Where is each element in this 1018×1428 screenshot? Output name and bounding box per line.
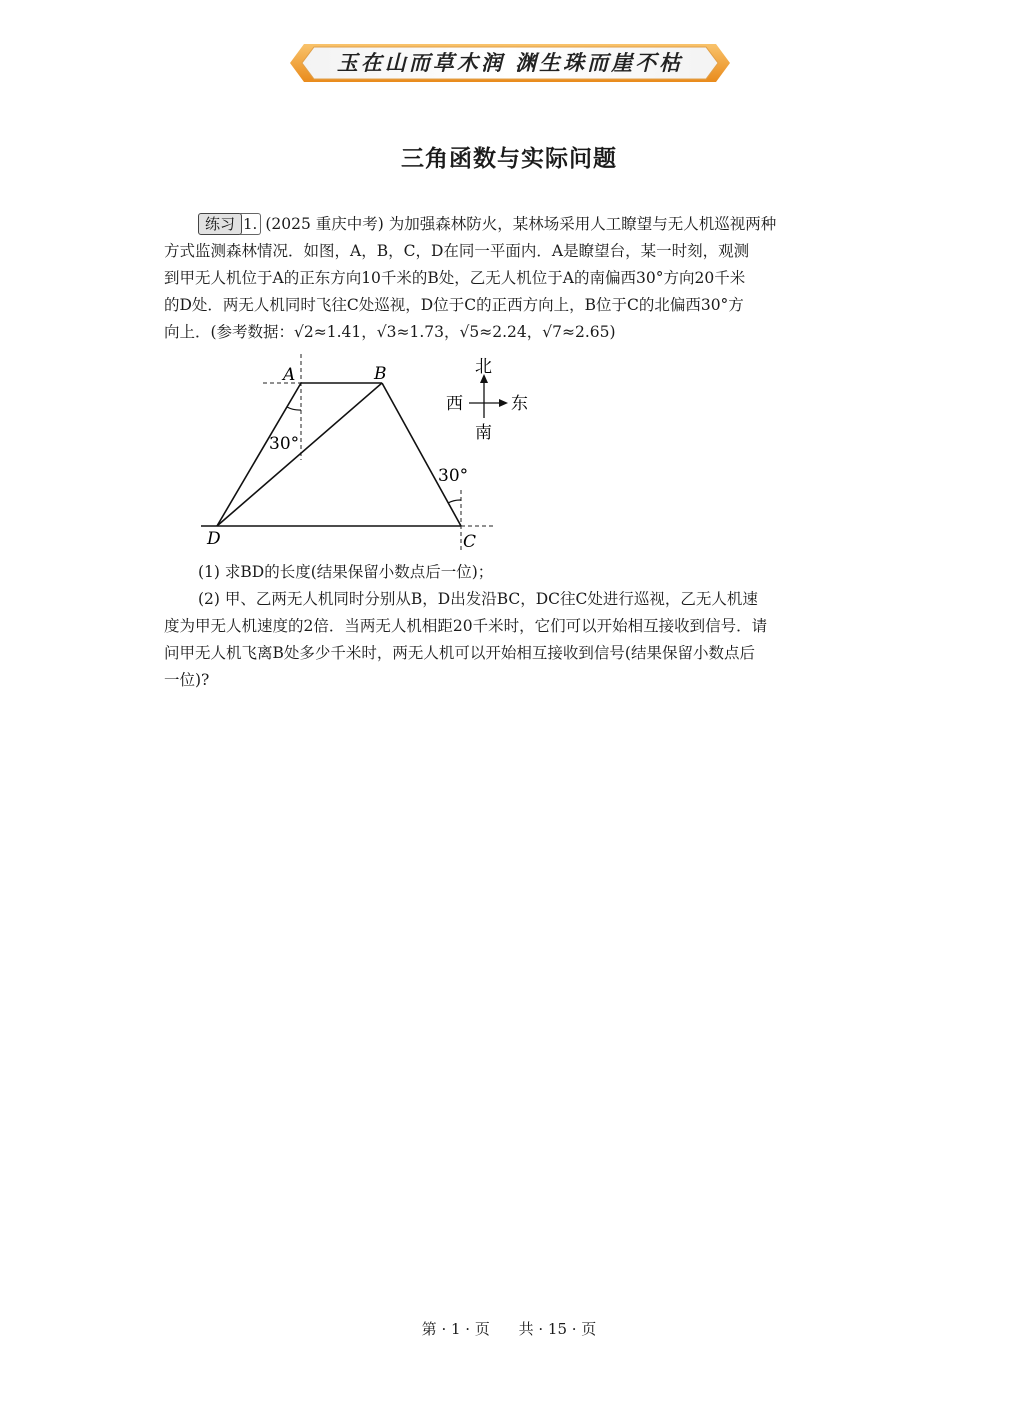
label-B: B	[374, 364, 387, 384]
question-2-line-3: 问甲无人机飞离B处多少千米时，两无人机可以开始相互接收到信号(结果保留小数点后	[164, 644, 755, 662]
question-2	[164, 586, 860, 694]
problem-line-2: 方式监测森林情况．如图，A，B，C，D在同一平面内．A是瞭望台，某一时刻，观测	[164, 242, 750, 260]
page-footer	[0, 1318, 1018, 1339]
problem-line-4: 的D处．两无人机同时飞往C处巡视，D位于C的正西方向上，B位于C的北偏西30°方	[164, 296, 744, 314]
header-banner	[290, 42, 730, 84]
geometry-figure	[195, 352, 555, 561]
east-arrow-icon	[499, 399, 508, 407]
angle-arc-A	[287, 407, 301, 410]
angle-label-A: 30°	[269, 434, 300, 454]
exercise-tag: 练习	[198, 213, 242, 235]
question-1: (1) 求BD的长度(结果保留小数点后一位)；	[198, 563, 494, 581]
compass-rose	[446, 357, 528, 443]
angle-label-C: 30°	[438, 466, 469, 486]
label-C: C	[463, 532, 477, 552]
problem-line-1: 练习 1. (2025 重庆中考) 为加强森林防火，某林场采用人工瞭望与无人机巡视两种	[164, 211, 860, 238]
question-2-line-4: 一位)?	[164, 671, 210, 689]
label-D: D	[207, 529, 221, 549]
compass-north: 北	[475, 357, 492, 377]
question-2-line-2: 度为甲无人机速度的2倍．当两无人机相距20千米时，它们可以开始相互接收到信号．请	[164, 617, 768, 635]
problem-line-5: 向上．(参考数据：√2≈1.41，√3≈1.73，√5≈2.24，√7≈2.65)	[164, 323, 616, 341]
angle-arc-C	[448, 500, 461, 503]
problem-number: 1.	[240, 213, 261, 235]
problem-statement	[164, 211, 860, 346]
compass-south: 南	[475, 423, 492, 443]
compass-east: 东	[511, 394, 528, 414]
question-2-line-1: (2) 甲、乙两无人机同时分别从B，D出发沿BC，DC往C处进行巡视，乙无人机速	[198, 590, 758, 608]
problem-line-3: 到甲无人机位于A的正东方向10千米的B处，乙无人机位于A的南偏西30°方向20千米	[164, 269, 746, 287]
page-title: 三角函数与实际问题	[401, 145, 617, 172]
compass-west: 西	[446, 394, 463, 414]
header-motto: 玉在山而草木润 渊生珠而崖不枯	[336, 50, 684, 75]
segment-BD	[217, 383, 382, 526]
label-A: A	[283, 365, 296, 385]
segment-AD	[217, 383, 301, 526]
figure-svg	[195, 352, 555, 557]
page-total: 共 · 15 · 页	[518, 1320, 597, 1338]
page-number: 第 · 1 · 页	[421, 1320, 490, 1338]
